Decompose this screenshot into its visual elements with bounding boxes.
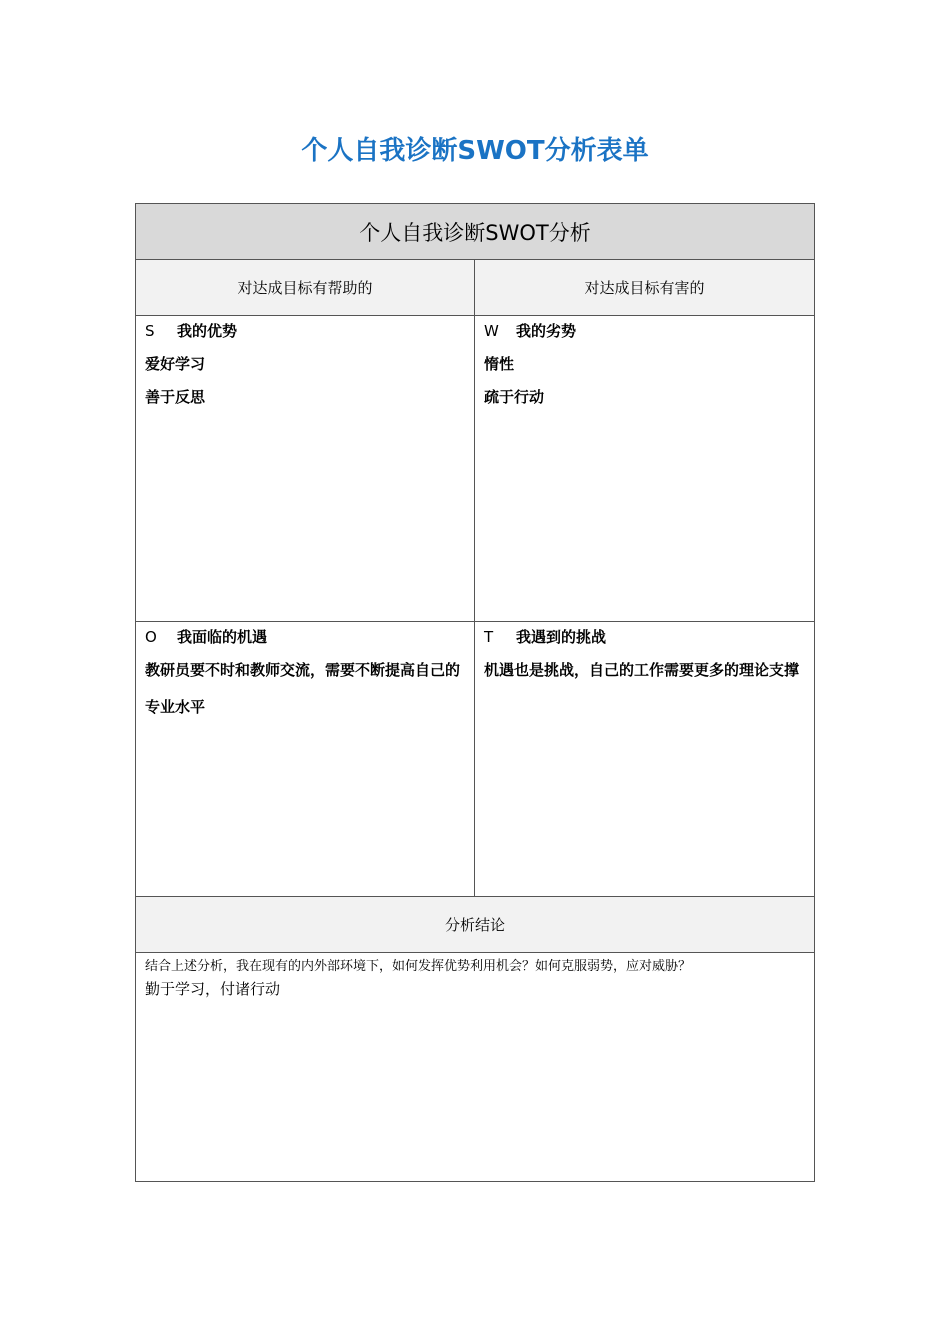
opportunities-cell <box>136 622 475 896</box>
opportunities-letter: O <box>145 628 157 646</box>
table-header-title: 个人自我诊断SWOT分析 <box>359 220 591 245</box>
strengths-letter: S <box>145 322 155 340</box>
opportunities-heading <box>145 625 468 649</box>
threats-title: 我遇到的挑战 <box>516 628 607 646</box>
conclusion-prompt: 结合上述分析，我在现有的内外部环境下，如何发挥优势利用机会？如何克服弱势，应对威胁？ <box>145 959 692 974</box>
threats-letter: T <box>484 628 494 646</box>
harmful-column-header: 对达成目标有害的 <box>584 279 705 297</box>
strength-item: 善于反思 <box>145 388 206 406</box>
opportunities-text: 教研员要不时和教师交流，需要不断提高自己的专业水平 <box>145 661 461 716</box>
threats-text: 机遇也是挑战，自己的工作需要更多的理论支撑 <box>484 661 800 679</box>
weaknesses-title: 我的劣势 <box>516 322 577 340</box>
opportunities-title: 我面临的机遇 <box>177 628 268 646</box>
threats-cell <box>475 622 814 896</box>
strengths-heading <box>145 319 468 343</box>
weaknesses-heading <box>484 319 808 343</box>
weakness-item: 惰性 <box>484 355 515 373</box>
conclusion-header <box>136 897 814 953</box>
swot-table <box>135 203 815 1182</box>
helpful-column-header: 对达成目标有帮助的 <box>136 260 475 315</box>
strengths-weaknesses-row <box>136 316 814 622</box>
threats-heading <box>484 625 808 649</box>
weakness-item: 疏于行动 <box>484 388 545 406</box>
strength-item: 爱好学习 <box>145 355 206 373</box>
strengths-cell <box>136 316 475 621</box>
strengths-title: 我的优势 <box>177 322 238 340</box>
opportunities-threats-row <box>136 622 814 897</box>
conclusion-answer: 勤于学习，付诸行动 <box>145 980 281 998</box>
document-title: 个人自我诊断SWOT分析表单 <box>301 136 649 166</box>
weaknesses-cell <box>475 316 814 621</box>
conclusion-title: 分析结论 <box>444 916 505 934</box>
weaknesses-letter: W <box>484 322 499 340</box>
column-headers <box>136 260 814 316</box>
table-header <box>136 204 814 260</box>
conclusion-body <box>136 953 814 1181</box>
